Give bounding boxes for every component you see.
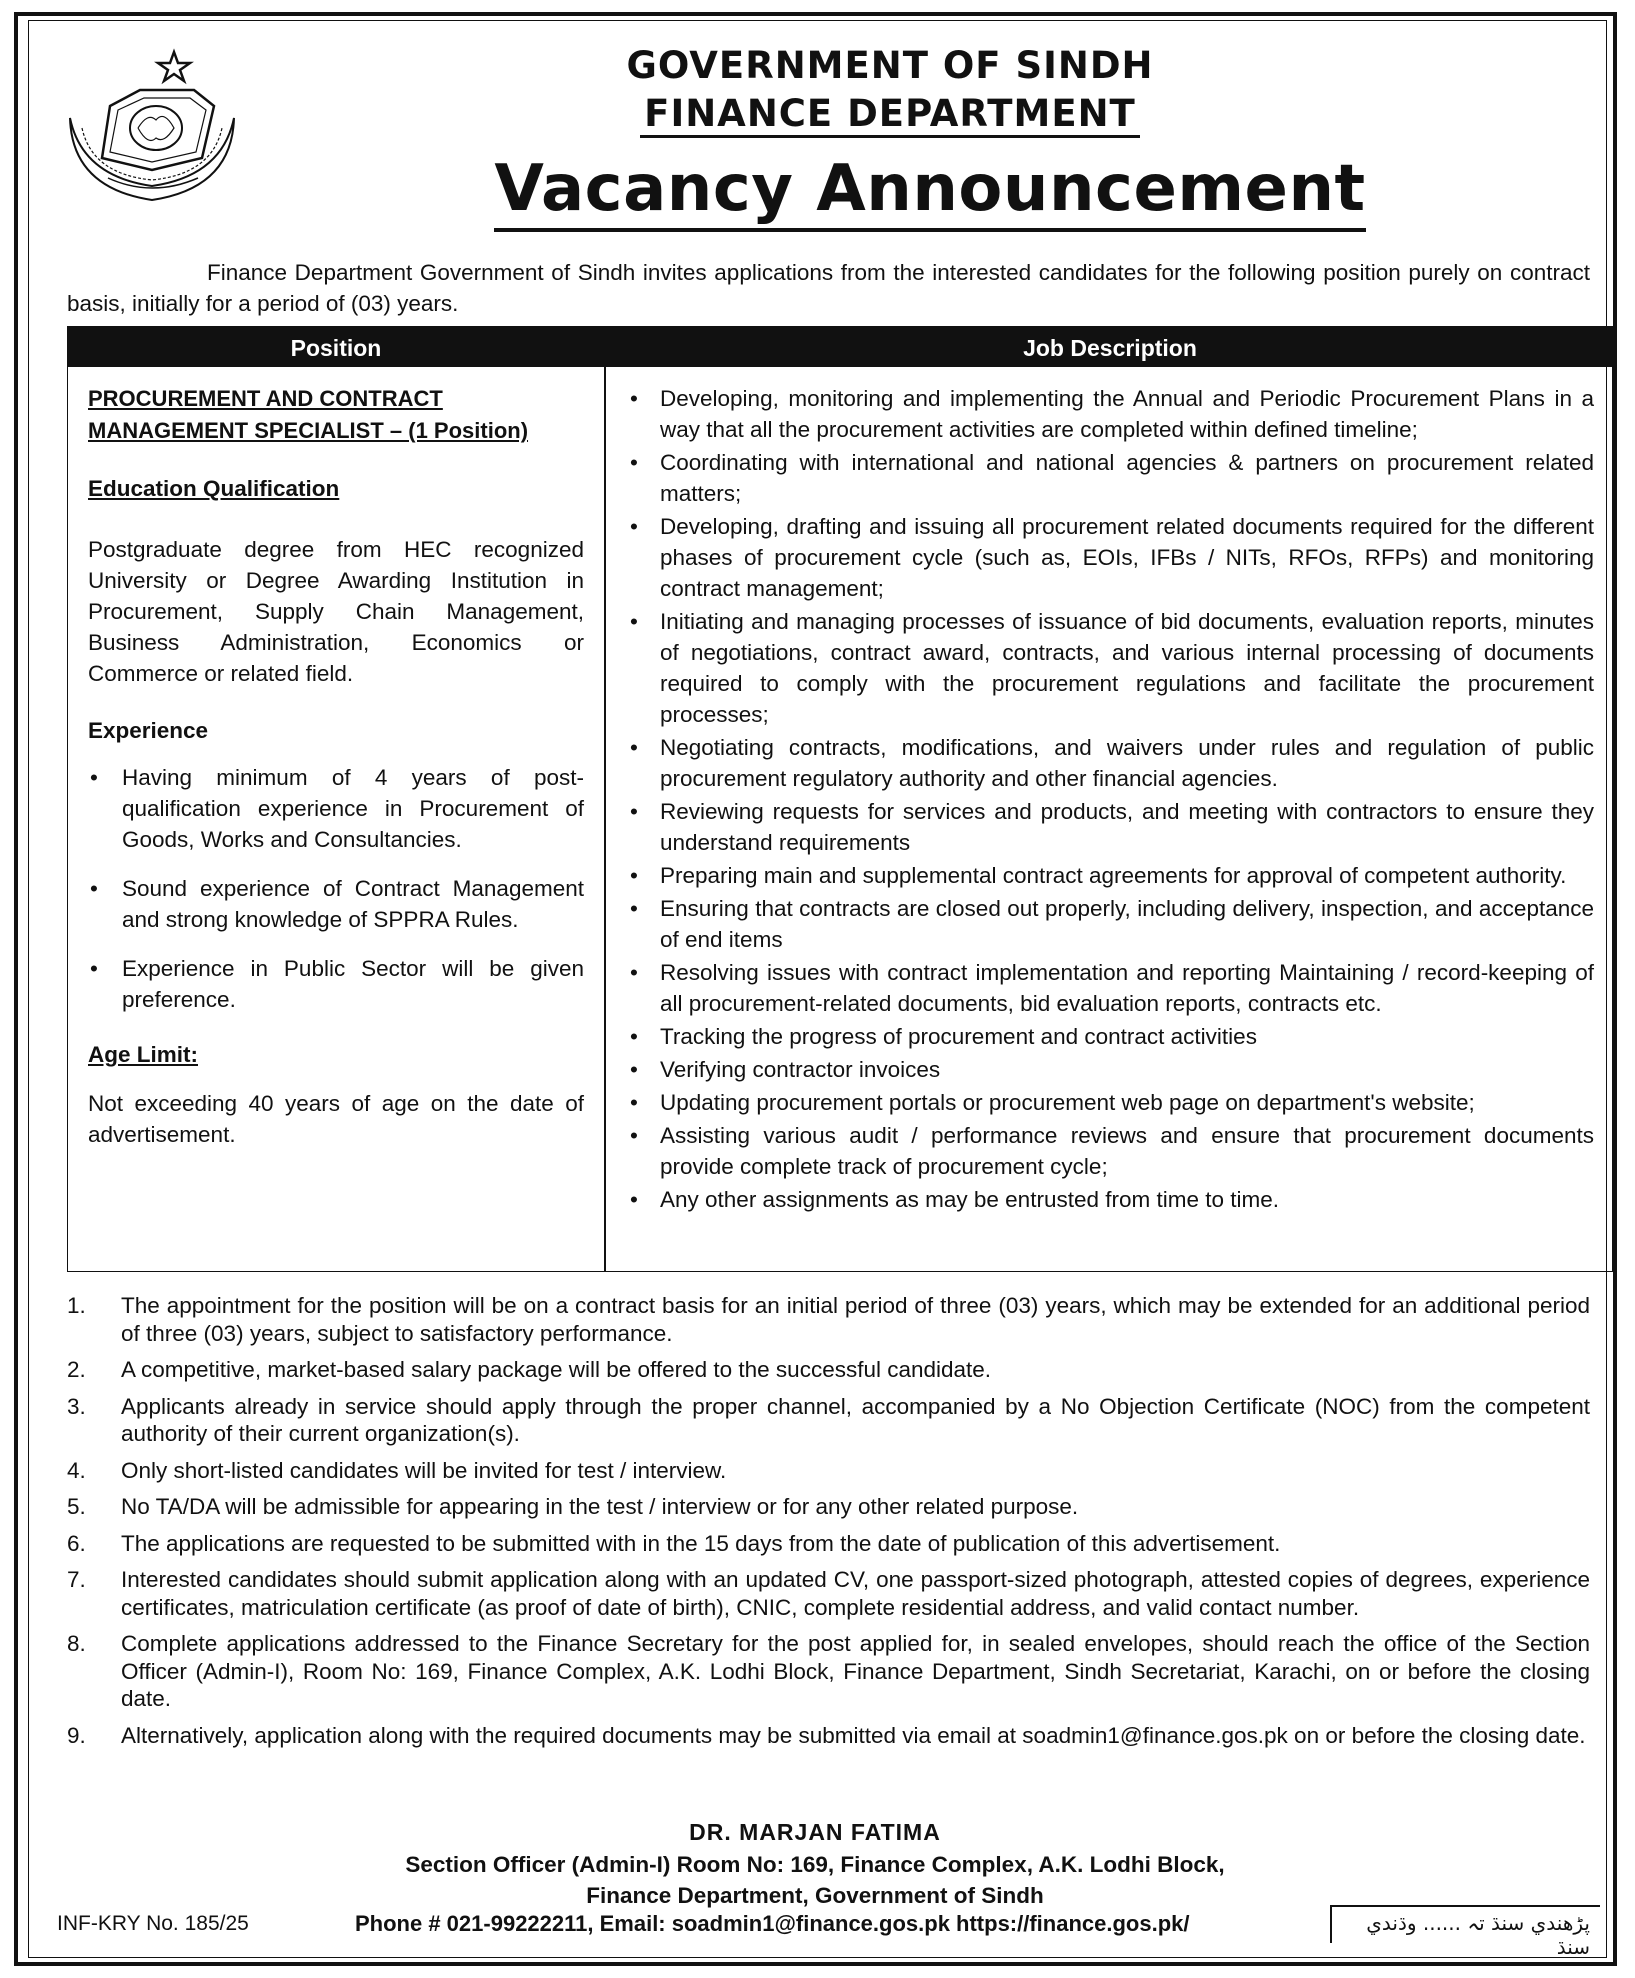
item-number: 4. bbox=[67, 1457, 86, 1483]
list-item bbox=[67, 1630, 1590, 1713]
column-header-job-description: Job Description bbox=[1023, 335, 1197, 361]
page-title bbox=[400, 152, 1460, 226]
signatory-line2: Finance Department, Government of Sindh bbox=[586, 1883, 1044, 1908]
item-text: Alternatively, application along with the required documents may be submitted via email at soadmin1@finance.gos.pk on or before the closing date. bbox=[121, 1722, 1586, 1748]
list-item bbox=[67, 1356, 1590, 1384]
list-item bbox=[67, 1457, 1590, 1485]
education-text: Postgraduate degree from HEC recognized University or Degree Awarding Institution in Procurement, Supply Chain Management, Business Administration, Economics or Commerce or related field. bbox=[88, 537, 584, 686]
terms-list bbox=[67, 1292, 1590, 1758]
list-item: • Developing, monitoring and implementing the Annual and Periodic Procurement Plans in a way that all the procurement activities are completed within defined timeline; bbox=[624, 383, 1594, 445]
item-number: 3. bbox=[67, 1393, 86, 1419]
government-of-sindh-seal-icon bbox=[52, 48, 252, 208]
experience-heading: Experience bbox=[88, 718, 209, 743]
education-heading: Education Qualification bbox=[88, 476, 340, 501]
page-title-text: Vacancy Announcement bbox=[494, 152, 1365, 232]
signatory-name: DR. MARJAN FATIMA bbox=[689, 1819, 941, 1845]
list-item: • Any other assignments as may be entrusted from time to time. bbox=[624, 1184, 1594, 1215]
item-number: 6. bbox=[67, 1530, 86, 1556]
item-text: Interested candidates should submit application along with an updated CV, one passport-sized photograph, attested copies of degrees, experience certificates, matriculation certificate (as proof of date of birth), CNIC, complete residential address, and valid contact number. bbox=[121, 1567, 1590, 1620]
list-item: • Ensuring that contracts are closed out properly, including delivery, inspection, and acceptance of end items bbox=[624, 893, 1594, 955]
department-heading-text: FINANCE DEPARTMENT bbox=[640, 92, 1140, 138]
table-header bbox=[68, 327, 1612, 367]
list-item: • Reviewing requests for services and products, and meeting with contractors to ensure they understand requirements bbox=[624, 796, 1594, 858]
list-item: • Having minimum of 4 years of post-qualification experience in Procurement of Goods, Works and Consultancies. bbox=[88, 762, 584, 855]
item-number: 5. bbox=[67, 1494, 86, 1519]
position-title-line2: MANAGEMENT SPECIALIST – (1 Position) bbox=[88, 418, 529, 443]
item-number: 8. bbox=[67, 1631, 86, 1656]
list-item: • Sound experience of Contract Management and strong knowledge of SPPRA Rules. bbox=[88, 873, 584, 935]
position-title bbox=[88, 383, 584, 447]
government-heading: GOVERNMENT OF SINDH bbox=[626, 44, 1154, 87]
column-divider bbox=[604, 367, 606, 1271]
list-item: • Coordinating with international and national agencies & partners on procurement related matters; bbox=[624, 447, 1594, 509]
list-item bbox=[67, 1292, 1590, 1347]
list-item: • Updating procurement portals or procurement web page on department's website; bbox=[624, 1087, 1594, 1118]
item-number: 2. bbox=[67, 1357, 86, 1382]
column-header-position: Position bbox=[290, 335, 382, 361]
reference-number: INF-KRY No. 185/25 bbox=[57, 1912, 249, 1935]
list-item: • Resolving issues with contract implementation and reporting Maintaining / record-keeping of all procurement-related documents, bid evaluation reports, contracts etc. bbox=[624, 957, 1594, 1019]
list-item bbox=[67, 1530, 1590, 1558]
list-item bbox=[67, 1566, 1590, 1621]
item-text: Applicants already in service should apply through the proper channel, accompanied by a No Objection Certificate (NOC) from the competent authority of their current organization(s). bbox=[121, 1393, 1590, 1446]
item-text: No TA/DA will be admissible for appearing in the test / interview or for any other related purpose. bbox=[121, 1494, 1079, 1519]
item-number: 9. bbox=[67, 1722, 86, 1748]
position-column bbox=[88, 383, 584, 1176]
intro-paragraph: Finance Department Government of Sindh invites applications from the interested candidates for the following position purely on contract basis, initially for a period of (03) years. bbox=[67, 260, 1590, 316]
list-item bbox=[67, 1493, 1590, 1521]
list-item: • Negotiating contracts, modifications, and waivers under rules and regulation of public procurement regulatory authority and other financial agencies. bbox=[624, 732, 1594, 794]
urdu-tagline: پڑھندي سنڌ تہ ...... وڌندي سنڌ bbox=[1330, 1905, 1600, 1943]
list-item: • Initiating and managing processes of issuance of bid documents, evaluation reports, minutes of negotiations, contract award, contracts, and various internal processing of documents required to comply with the procurement regulations and facilitate the procurement processes; bbox=[624, 606, 1594, 730]
item-text: The applications are requested to be submitted with in the 15 days from the date of publication of this advertisement. bbox=[121, 1530, 1281, 1556]
item-text: The appointment for the position will be on a contract basis for an initial period of three (03) years, which may be extended for an additional period of three (03) years, subject to satisfactory performance. bbox=[121, 1293, 1590, 1346]
list-item: • Experience in Public Sector will be given preference. bbox=[88, 953, 584, 1015]
list-item: • Assisting various audit / performance reviews and ensure that procurement documents provide complete track of procurement cycle; bbox=[624, 1120, 1594, 1182]
item-number: 1. bbox=[67, 1293, 86, 1318]
contact-info: Phone # 021-99222211, Email: soadmin1@finance.gos.pk https://finance.gos.pk/ bbox=[355, 1911, 1190, 1936]
signatory-line1: Section Officer (Admin-I) Room No: 169, Finance Complex, A.K. Lodhi Block, bbox=[405, 1851, 1225, 1877]
item-text: Only short-listed candidates will be invited for test / interview. bbox=[121, 1457, 727, 1483]
position-title-line1: PROCUREMENT AND CONTRACT bbox=[88, 386, 443, 411]
list-item bbox=[67, 1722, 1590, 1750]
item-text: A competitive, market-based salary package will be offered to the successful candidate. bbox=[121, 1357, 992, 1382]
list-item: • Verifying contractor invoices bbox=[624, 1054, 1594, 1085]
department-heading bbox=[430, 92, 1350, 135]
list-item: • Preparing main and supplemental contract agreements for approval of competent authority. bbox=[624, 860, 1594, 891]
age-limit-heading: Age Limit: bbox=[88, 1042, 198, 1067]
vacancy-table bbox=[67, 326, 1613, 1272]
list-item: • Tracking the progress of procurement and contract activities bbox=[624, 1021, 1594, 1052]
item-number: 7. bbox=[67, 1567, 86, 1592]
item-text: Complete applications addressed to the Finance Secretary for the post applied for, in sealed envelopes, should reach the office of the Section Officer (Admin-I), Room No: 169, Finance Complex, A.K. Lodhi Block, Finance Department, Sindh Secretariat, Karachi, on or before the closing date. bbox=[121, 1631, 1590, 1711]
job-description-column bbox=[624, 383, 1594, 1217]
list-item: • Developing, drafting and issuing all procurement related documents required for the different phases of procurement cycle (such as, EOIs, IFBs / NITs, RFOs, RFPs) and monitoring contract management; bbox=[624, 511, 1594, 604]
job-description-list bbox=[624, 383, 1594, 1215]
signatory-block bbox=[300, 1817, 1330, 1912]
list-item bbox=[67, 1393, 1590, 1448]
age-limit-text: Not exceeding 40 years of age on the date of advertisement. bbox=[88, 1091, 584, 1147]
experience-list bbox=[88, 762, 584, 1015]
